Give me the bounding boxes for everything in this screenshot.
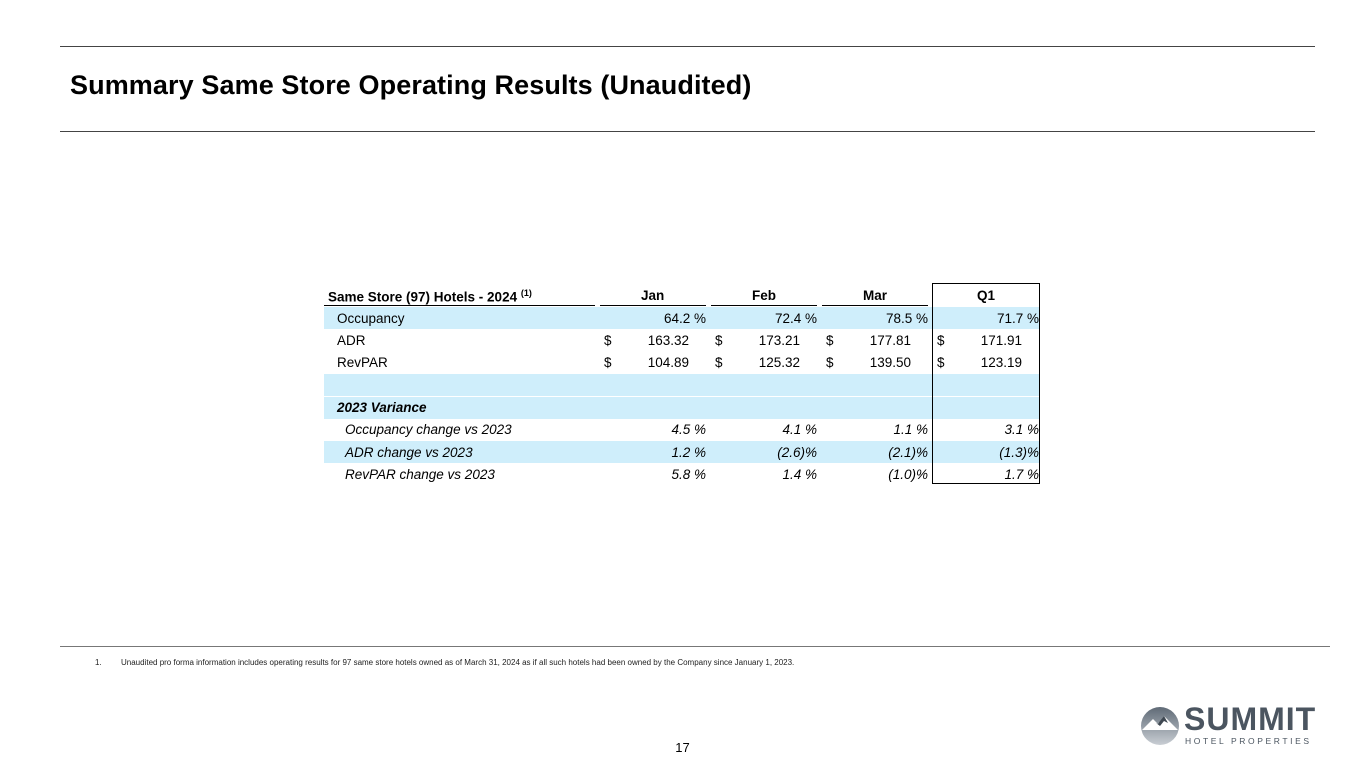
occupancy-q1: 71.7 % xyxy=(996,311,1039,326)
row-label-revpar: RevPAR xyxy=(337,355,388,370)
occupancy-jan: 64.2 % xyxy=(663,311,706,326)
revpar-change-q1: 1.7 % xyxy=(1004,467,1039,482)
header-underline xyxy=(711,305,817,306)
logo-subtitle: HOTEL PROPERTIES xyxy=(1185,736,1312,746)
adr-change-q1: (1.3)% xyxy=(999,445,1039,460)
adr-q1: 171.91 xyxy=(980,333,1022,348)
revpar-change-mar: (1.0)% xyxy=(888,467,928,482)
occupancy-change-mar: 1.1 % xyxy=(893,422,928,437)
row-label-adr-change: ADR change vs 2023 xyxy=(345,445,473,460)
occupancy-change-jan: 4.5 % xyxy=(671,422,706,437)
footnote-number: 1. xyxy=(95,658,102,667)
variance-heading: 2023 Variance xyxy=(337,400,427,415)
footnote-divider xyxy=(60,646,1330,647)
logo-wordmark: SUMMIT xyxy=(1184,701,1317,737)
adr-currency-feb: $ xyxy=(715,333,723,348)
header-underline xyxy=(600,305,706,306)
adr-currency-jan: $ xyxy=(604,333,612,348)
column-header-mar: Mar xyxy=(863,288,888,303)
adr-change-mar: (2.1)% xyxy=(888,445,928,460)
column-header-q1: Q1 xyxy=(977,288,996,303)
adr-change-jan: 1.2 % xyxy=(671,445,706,460)
adr-currency-mar: $ xyxy=(826,333,834,348)
mountain-logo-icon xyxy=(1140,706,1180,746)
page-number: 17 xyxy=(675,740,690,755)
column-header-feb: Feb xyxy=(752,288,777,303)
revpar-currency-feb: $ xyxy=(715,355,723,370)
column-header-jan: Jan xyxy=(641,288,665,303)
revpar-change-feb: 1.4 % xyxy=(782,467,817,482)
row-label-adr: ADR xyxy=(337,333,366,348)
table-header-label xyxy=(328,288,532,305)
header-underline xyxy=(822,305,928,306)
header-footnote-ref: (1) xyxy=(520,288,532,298)
row-label-occupancy-change: Occupancy change vs 2023 xyxy=(345,422,512,437)
revpar-currency-jan: $ xyxy=(604,355,612,370)
row-label-revpar-change: RevPAR change vs 2023 xyxy=(345,467,495,482)
adr-feb: 173.21 xyxy=(758,333,800,348)
header-label-text: Same Store (97) Hotels - 2024 xyxy=(328,289,518,305)
adr-jan: 163.32 xyxy=(647,333,689,348)
revpar-currency-mar: $ xyxy=(826,355,834,370)
adr-change-feb: (2.6)% xyxy=(777,445,817,460)
header-underline xyxy=(324,305,595,306)
revpar-mar: 139.50 xyxy=(869,355,911,370)
company-logo xyxy=(1138,702,1318,752)
revpar-change-jan: 5.8 % xyxy=(671,467,706,482)
revpar-jan: 104.89 xyxy=(647,355,689,370)
page-title: Summary Same Store Operating Results (Unaudited) xyxy=(70,70,752,100)
row-label-occupancy: Occupancy xyxy=(337,311,405,326)
occupancy-feb: 72.4 % xyxy=(774,311,817,326)
adr-currency-q1: $ xyxy=(937,333,945,348)
occupancy-change-q1: 3.1 % xyxy=(1004,422,1039,437)
footnote-text: Unaudited pro forma information includes operating results for 97 same store hotels owned as of March 31, 2024 as if all such hotels had been owned by the Company since January 1, 2023. xyxy=(121,658,795,667)
revpar-currency-q1: $ xyxy=(937,355,945,370)
revpar-q1: 123.19 xyxy=(980,355,1022,370)
occupancy-mar: 78.5 % xyxy=(885,311,928,326)
revpar-feb: 125.32 xyxy=(758,355,800,370)
adr-mar: 177.81 xyxy=(869,333,911,348)
occupancy-change-feb: 4.1 % xyxy=(782,422,817,437)
